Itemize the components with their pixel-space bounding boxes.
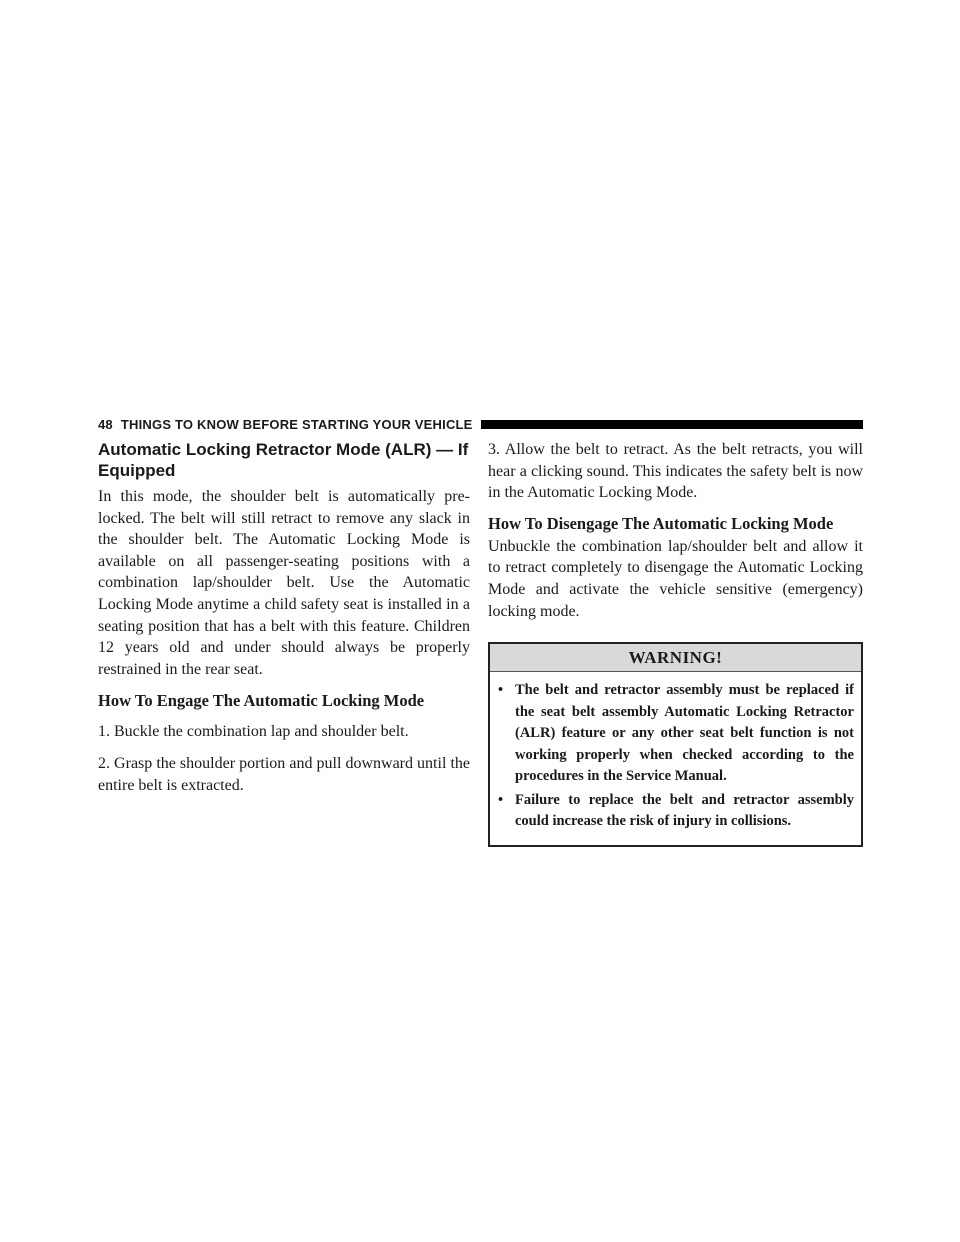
header-rule xyxy=(481,420,863,429)
section-title: THINGS TO KNOW BEFORE STARTING YOUR VEHICLE xyxy=(120,416,473,432)
left-column xyxy=(98,439,470,796)
warning-item-text: Failure to replace the belt and retractor assembly could increase the risk of injury in collisions. xyxy=(515,791,854,830)
warning-box xyxy=(488,642,863,847)
right-column xyxy=(488,439,863,847)
page-number: 48 xyxy=(98,416,113,432)
warning-list xyxy=(490,672,861,845)
disengage-heading: How To Disengage The Automatic Locking Mode xyxy=(488,513,834,533)
warning-title: WARNING! xyxy=(490,644,861,672)
bullet-icon: • xyxy=(498,682,504,699)
page-header xyxy=(98,416,863,432)
warning-item xyxy=(498,790,854,833)
step-2: 2. Grasp the shoulder portion and pull downward until the entire belt is extracted. xyxy=(98,754,470,794)
warning-item-text: The belt and retractor assembly must be replaced if the seat belt assembly Automatic Locking Retractor (ALR) feature or any other seat belt function is not working properly when checked according to the procedures in the Service Manual. xyxy=(515,682,854,785)
disengage-paragraph: Unbuckle the combination lap/shoulder belt and allow it to retract completely to disengage the Automatic Locking Mode and activate the vehicle sensitive (emergency) locking mode. xyxy=(488,537,863,620)
alr-heading: Automatic Locking Retractor Mode (ALR) — If Equipped xyxy=(98,440,469,480)
bullet-icon: • xyxy=(498,791,504,808)
step-3: 3. Allow the belt to retract. As the belt retracts, you will hear a clicking sound. This indicates the safety belt is now in the Automatic Locking Mode. xyxy=(488,441,863,502)
warning-item xyxy=(498,680,854,788)
engage-heading: How To Engage The Automatic Locking Mode xyxy=(98,691,425,711)
alr-intro-paragraph: In this mode, the shoulder belt is automatically pre-locked. The belt will still retract to remove any slack in the shoulder belt. The Automatic Locking Mode is available on all passenger-seating positions with a combination lap/shoulder belt. Use the Automatic Locking Mode anytime a child safety seat is installed in a seating position that has a belt with this feature. Children 12 years old and under should always be properly restrained in the rear seat. xyxy=(98,488,470,678)
step-1: 1. Buckle the combination lap and shoulder belt. xyxy=(98,723,409,741)
